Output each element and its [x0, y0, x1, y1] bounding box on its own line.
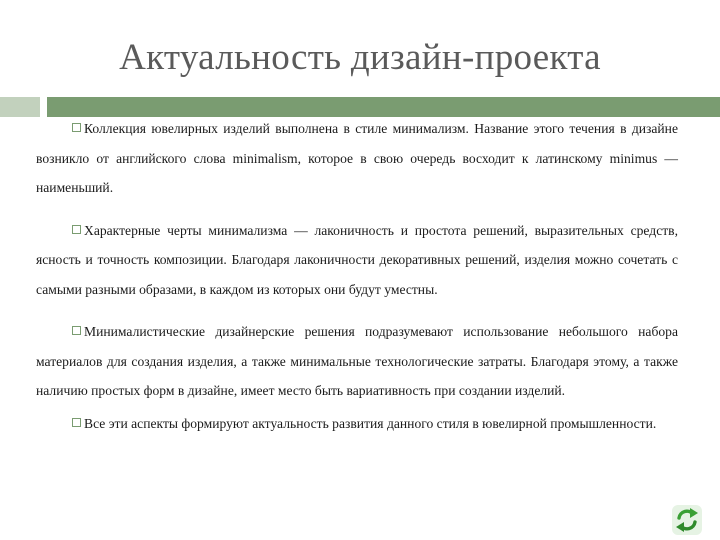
paragraph-3 [36, 317, 678, 406]
paragraph-1 [36, 114, 678, 203]
header-bar-accent [0, 97, 40, 117]
square-bullet-icon [72, 418, 81, 427]
paragraph-1-text: Коллекция ювелирных изделий выполнена в стиле минимализм. Название этого течения в дизайне возникло от английского слова minimalism, которое в свою очередь восходит к латинскому minimus — наименьший. [36, 121, 678, 195]
paragraph-3-text: Минималистические дизайнерские решения подразумевают использование небольшого набора материалов для создания изделия, а также минимальные технологические затраты. Благодаря этому, а также наличию простых форм в дизайне, имеет место быть вариативность при создании изделий. [36, 324, 678, 398]
paragraph-4 [36, 409, 678, 439]
paragraph-4-text: Все эти аспекты формируют актуальность развития данного стиля в ювелирной промышленности. [84, 415, 657, 431]
paragraph-2 [36, 216, 678, 305]
slide-title: Актуальность дизайн-проекта [119, 37, 601, 78]
square-bullet-icon [72, 326, 81, 335]
paragraph-2-text: Характерные черты минимализма — лаконичность и простота решений, выразительных средств, ясность и точность композиции. Благодаря лаконичности декоративных решений, изделия можно сочетать с самыми разными образами, в каждом из которых они будут уместны. [36, 222, 678, 297]
refresh-arrows-icon[interactable] [671, 504, 703, 536]
slide-body [36, 114, 678, 438]
square-bullet-icon [72, 225, 81, 234]
square-bullet-icon [72, 123, 81, 132]
